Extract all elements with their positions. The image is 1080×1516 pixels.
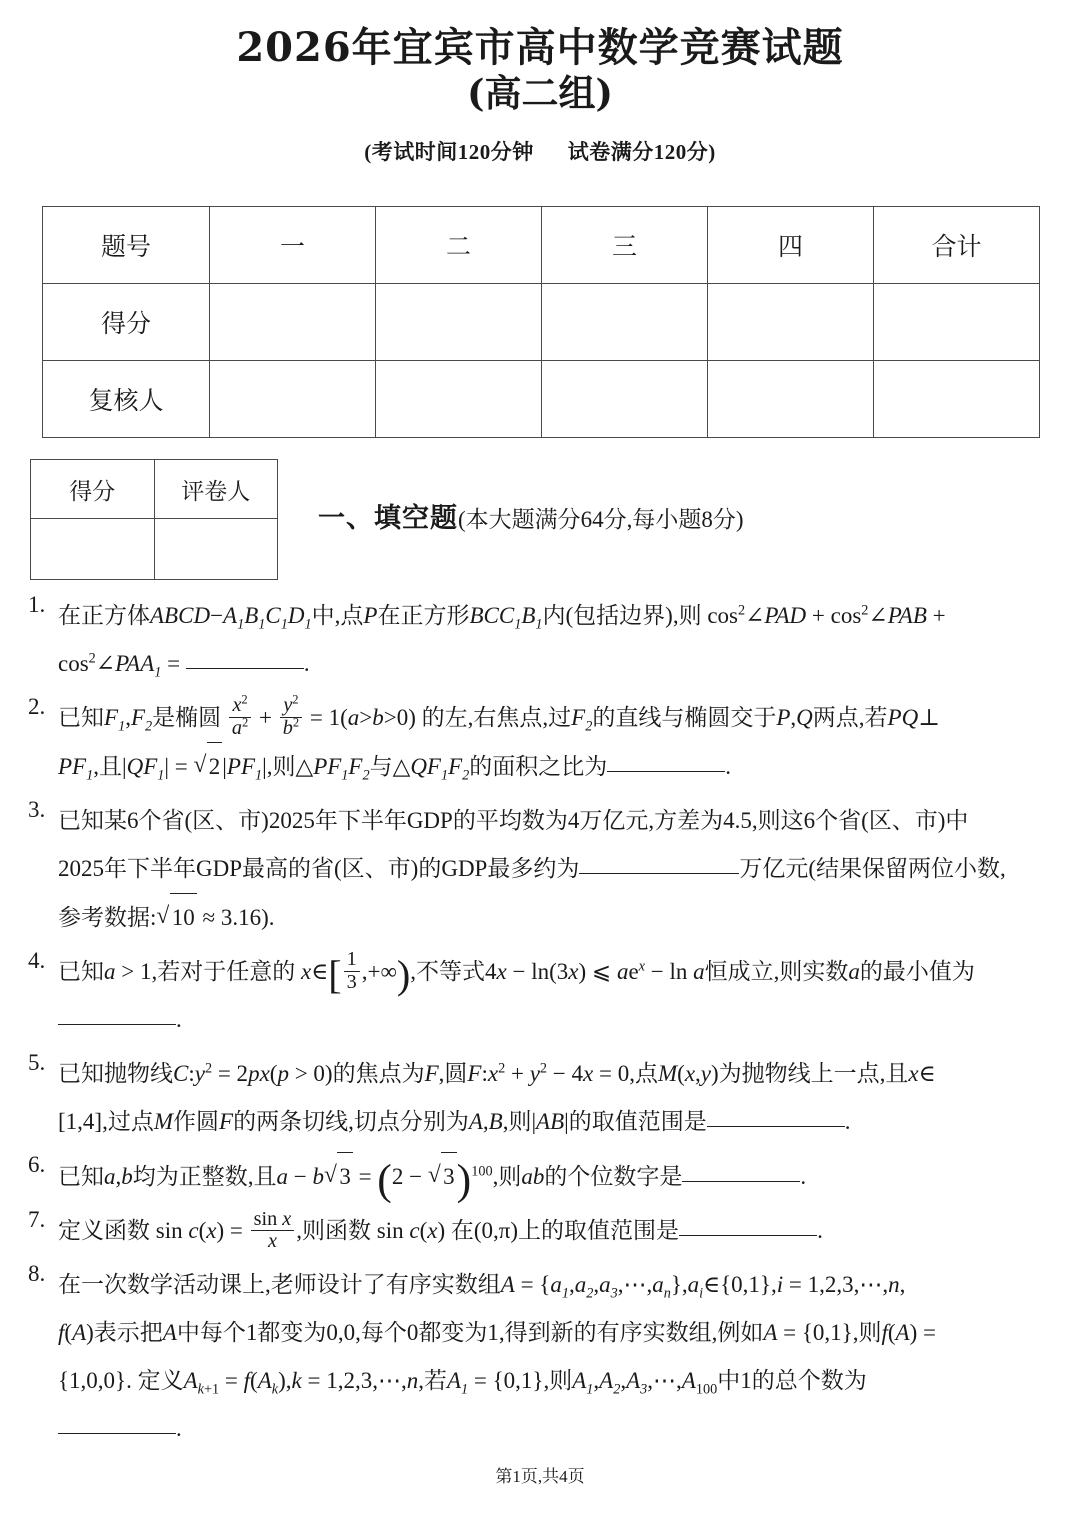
- question-line: [1,4],过点M作圆F的两条切线,切点分别为A,B,则|AB|的取值范围是 .: [58, 1109, 851, 1135]
- question-number: 6.: [28, 1152, 46, 1178]
- grader-header-score: 得分: [31, 460, 155, 519]
- table-row: [31, 519, 278, 580]
- table-row: [43, 361, 1040, 438]
- table-row: [31, 460, 278, 519]
- section-heading: [318, 496, 744, 535]
- score-cell-input[interactable]: [210, 361, 376, 438]
- question-number: 7.: [28, 1207, 46, 1233]
- question-number: 3.: [28, 797, 46, 823]
- question-body: [58, 1152, 1062, 1204]
- question-1: [0, 592, 1080, 688]
- question-line: 已知a,b均为正整数,且a − b √ 3 = (2 − √ 3)$^{100}$,则ab的个位数字是 .: [58, 1152, 1062, 1201]
- question-6: [0, 1152, 1080, 1204]
- score-cell-input[interactable]: [210, 284, 376, 361]
- score-cell: 一: [210, 207, 376, 284]
- page-subtitle: (高二组): [466, 71, 613, 116]
- question-line: 2025年下半年GDP最高的省(区、市)的GDP最多约为 万亿元(结果保留两位小数,: [58, 856, 1006, 882]
- score-row-label: 得分: [43, 284, 210, 361]
- grader-marker-input[interactable]: [154, 519, 278, 580]
- question-5: [0, 1050, 1080, 1146]
- score-cell-input[interactable]: [874, 284, 1040, 361]
- question-line: 已知抛物线$C:y^2 = 2px(p > 0)$的焦点为F,圆$F:x^2 + y^2 - 4x = 0$,点M(x,y)为抛物线上一点,且x∈: [58, 1060, 936, 1087]
- question-body: [58, 1050, 1062, 1146]
- score-cell-input[interactable]: [376, 361, 542, 438]
- question-line: $PF_1$,且$|QF_1|$ = √ $2|PF_1|$,则$\triangle PF_1F_2$与$\triangle QF_1F_2$的面积之比为 .: [58, 742, 1062, 791]
- score-cell-input[interactable]: [874, 361, 1040, 438]
- question-body: [58, 797, 1062, 942]
- question-number: 1.: [28, 592, 46, 617]
- question-line: {1,0,0}. 定义$A_{k+1} = f(A_k),k$ = 1,2,3,⋯,n,若$A_1 = \{0,1\}$,则$A_1,A_2,A_3,\cdots,A_{100}$中1的总个数为: [58, 1368, 867, 1398]
- question-2: [0, 694, 1080, 791]
- grader-header-marker: 评卷人: [154, 460, 278, 519]
- question-4: [0, 948, 1080, 1044]
- question-7: [0, 1207, 1080, 1255]
- page-title: 2026年宜宾市高中数学竞赛试题: [236, 24, 844, 71]
- question-list: [0, 592, 1080, 1459]
- page-footer: 第1页,共4页: [495, 1467, 585, 1486]
- score-cell-input[interactable]: [542, 361, 708, 438]
- section-number: 一、填空题: [318, 503, 458, 533]
- question-number: 8.: [28, 1261, 46, 1287]
- answer-blank[interactable]: [707, 1125, 845, 1127]
- score-cell: 合计: [874, 207, 1040, 284]
- answer-blank[interactable]: [579, 872, 739, 874]
- question-body: [58, 1261, 1062, 1453]
- question-line: 定义函数 sin c(x) = $\frac{\text{sin x}}{x}$ ,则函数 sin c(x) 在(0,π)上的取值范围是 .: [58, 1207, 823, 1253]
- score-table: [42, 206, 1040, 438]
- question-line: 在一次数学活动课上,老师设计了有序实数组$A = \{a_1,a_2,a_3,\cdots,a_n\},a_i\in\{0,1\},i$ = 1,2,3,⋯,n,: [58, 1272, 906, 1302]
- question-3: [0, 797, 1080, 942]
- question-line: 已知某6个省(区、市)2025年下半年GDP的平均数为4万亿元,方差为4.5,则这6个省(区、市)中: [58, 808, 969, 834]
- answer-blank[interactable]: [186, 667, 304, 669]
- answer-blank[interactable]: [679, 1234, 817, 1236]
- question-8: [0, 1261, 1080, 1453]
- question-line: 已知a > 1,若对于任意的 x∈[ $\frac{1}{3}$ ,+∞),不等式4x − ln(3x) ⩽ $ae^x - \ln a$恒成立,则实数a的最小值为: [58, 948, 975, 997]
- score-cell-input[interactable]: [708, 284, 874, 361]
- score-cell: 三: [542, 207, 708, 284]
- exam-total-score: 试卷满分120分): [567, 139, 716, 164]
- question-line: 参考数据: √ 10 ≈ 3.16).: [58, 893, 1062, 942]
- question-line: f(A)表示把A中每个1都变为0,0,每个0都变为1,得到新的有序实数组,例如A = {0,1},则f(A) =: [58, 1320, 936, 1346]
- question-line: .: [58, 996, 1062, 1044]
- table-row: [43, 207, 1040, 284]
- question-body: [58, 1207, 1062, 1255]
- question-body: [58, 948, 1062, 1044]
- score-cell-input[interactable]: [376, 284, 542, 361]
- grader-score-input[interactable]: [31, 519, 155, 580]
- exam-info-line: [0, 116, 1080, 166]
- answer-blank[interactable]: [682, 1180, 800, 1182]
- answer-blank[interactable]: [607, 770, 725, 772]
- grader-table: [30, 459, 278, 580]
- score-row-label: 复核人: [43, 361, 210, 438]
- score-cell: 四: [708, 207, 874, 284]
- score-cell-input[interactable]: [708, 361, 874, 438]
- answer-blank[interactable]: [58, 1432, 176, 1434]
- score-cell: 二: [376, 207, 542, 284]
- question-line: 在正方体$ABCD-A_1B_1C_1D_1$中,点P在正方形$BCC_1B_1$内(包括边界),则 $\cos^2\angle PAD$ + $\cos^2\angle PAB$ +: [58, 602, 946, 633]
- question-body: [58, 592, 1062, 688]
- question-line: $\cos^2\angle PAA_1$ = .: [58, 650, 310, 681]
- section-note: (本大题满分64分,每小题8分): [458, 507, 744, 532]
- question-number: 2.: [28, 694, 46, 719]
- score-row-label: 题号: [43, 207, 210, 284]
- question-line: 已知$F_1,F_2$是椭圆 $\frac{x^2}{a^2}$ + $\frac{y^2}{b^2}$ = 1(a>b>0) 的左,右焦点,过$F_2$的直线与椭圆交于P,Q两点,若PQ⊥: [58, 692, 940, 740]
- question-line: .: [58, 1405, 1062, 1453]
- question-body: [58, 694, 1062, 791]
- question-number: 4.: [28, 948, 46, 974]
- answer-blank[interactable]: [58, 1023, 176, 1025]
- table-row: [43, 284, 1040, 361]
- exam-duration: (考试时间120分钟: [364, 139, 534, 164]
- score-cell-input[interactable]: [542, 284, 708, 361]
- question-number: 5.: [28, 1050, 46, 1076]
